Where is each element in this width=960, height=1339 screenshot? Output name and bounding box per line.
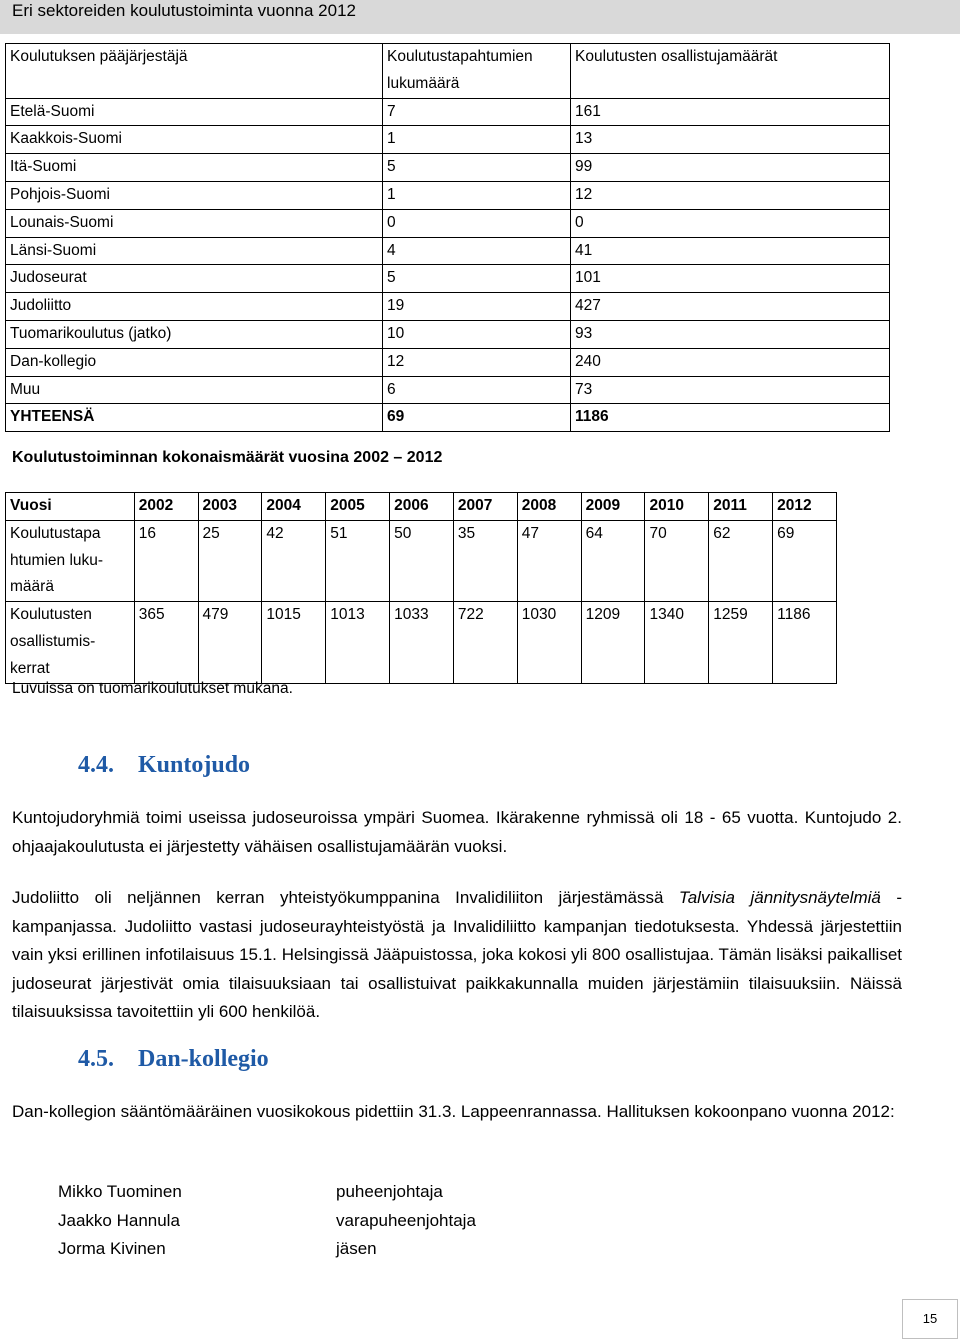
table-row <box>6 376 890 404</box>
participation-label: Koulutusten osallistumis- kerrat <box>6 602 135 683</box>
event-count-cell: 5 <box>383 265 571 293</box>
event-count-cell: 69 <box>773 520 837 601</box>
section-number: 4.5. <box>78 1046 114 1072</box>
table-row <box>6 293 890 321</box>
year-cell: 2004 <box>262 493 326 521</box>
year-cell: 2012 <box>773 493 837 521</box>
organizer-cell: Dan-kollegio <box>6 348 383 376</box>
organizer-cell: Etelä-Suomi <box>6 98 383 126</box>
event-count-cell: 35 <box>453 520 517 601</box>
year-cell: 2008 <box>517 493 581 521</box>
board-member-name: Jaakko Hannula <box>58 1210 180 1230</box>
event-count-cell: 19 <box>383 293 571 321</box>
participation-cell: 722 <box>453 602 517 683</box>
participation-cell: 1013 <box>326 602 390 683</box>
table-row <box>6 320 890 348</box>
organizer-cell: Kaakkois-Suomi <box>6 126 383 154</box>
year-cell: 2007 <box>453 493 517 521</box>
header-organizer: Koulutuksen pääjärjestäjä <box>6 44 383 99</box>
table-row <box>6 154 890 182</box>
year-cell: 2006 <box>390 493 454 521</box>
event-count-cell: 62 <box>709 520 773 601</box>
board-member-role: jäsen <box>336 1239 377 1259</box>
section-number: 4.4. <box>78 752 114 778</box>
table-row <box>6 126 890 154</box>
page-number: 15 <box>902 1299 958 1339</box>
sector-training-table <box>5 43 890 432</box>
totals-subtitle: Koulutustoiminnan kokonaismäärät vuosina 2002 – 2012 <box>12 449 443 466</box>
year-cell: 2009 <box>581 493 645 521</box>
organizer-cell: Pohjois-Suomi <box>6 181 383 209</box>
para2-text-a: Judoliitto oli neljännen kerran yhteistyökumppanina Invalidiliiton järjestämässä <box>12 888 679 907</box>
page-title: Eri sektoreiden koulutustoiminta vuonna 2012 <box>12 1 356 20</box>
board-member-name: Jorma Kivinen <box>58 1239 166 1259</box>
participants-cell: 0 <box>571 209 890 237</box>
event-count-cell: 4 <box>383 237 571 265</box>
event-count-cell: 12 <box>383 348 571 376</box>
participants-cell: 427 <box>571 293 890 321</box>
total-participants: 1186 <box>571 404 890 432</box>
board-member-role: puheenjohtaja <box>336 1182 443 1201</box>
event-count-cell: 70 <box>645 520 709 601</box>
participants-cell: 12 <box>571 181 890 209</box>
header-event-count: Koulutustapahtumien lukumäärä <box>383 44 571 99</box>
table-header-row <box>6 44 890 99</box>
participants-cell: 99 <box>571 154 890 182</box>
participation-cell: 1340 <box>645 602 709 683</box>
table-row <box>6 348 890 376</box>
event-count-label: Koulutustapa htumien luku- määrä <box>6 520 135 601</box>
event-count-cell: 50 <box>390 520 454 601</box>
participation-cell: 479 <box>198 602 262 683</box>
organizer-cell: Tuomarikoulutus (jatko) <box>6 320 383 348</box>
year-label: Vuosi <box>6 493 135 521</box>
year-cell: 2010 <box>645 493 709 521</box>
event-count-cell: 7 <box>383 98 571 126</box>
event-count-cell: 10 <box>383 320 571 348</box>
kuntojudo-paragraph-1: Kuntojudoryhmiä toimi useissa judoseuroissa ympäri Suomea. Ikärakenne ryhmissä oli 18 - 65 vuotta. Kuntojudo 2. ohjaajakoulutusta ei järjestetty vähäisen osallistujamäärän vuoksi. <box>12 808 902 856</box>
event-count-cell: 51 <box>326 520 390 601</box>
event-count-cell: 42 <box>262 520 326 601</box>
organizer-cell: Muu <box>6 376 383 404</box>
year-cell: 2003 <box>198 493 262 521</box>
table-row <box>6 209 890 237</box>
organizer-cell: Itä-Suomi <box>6 154 383 182</box>
event-count-cell: 25 <box>198 520 262 601</box>
table-row <box>6 98 890 126</box>
year-cell: 2005 <box>326 493 390 521</box>
participants-cell: 73 <box>571 376 890 404</box>
participants-cell: 13 <box>571 126 890 154</box>
para2-text-b: -kampanjassa. Judoliitto vastasi judoseurayhteistyöstä ja Invalidiliitto kampanjan tiedotuksesta. Yhdessä järjestettiin vain yksi erillinen infotilaisuus 15.1. Helsingissä Jääpuistossa, joka kokosi yli 800 osallistujaa. Tämän lisäksi paikalliset judoseurat järjestivät omia tilaisuuksiaan tai osallistuivat paikkakunnalla muiden järjestämiin tilaisuuksiin. Näissä tilaisuuksissa tavoitettiin yli 600 henkilöä. <box>12 888 903 1022</box>
section-heading-dan-kollegio <box>78 1046 269 1073</box>
table-row <box>6 237 890 265</box>
total-label: YHTEENSÄ <box>6 404 383 432</box>
campaign-name: Talvisia jännitysnäytelmiä <box>678 888 881 907</box>
participants-cell: 41 <box>571 237 890 265</box>
list-item <box>58 1178 476 1207</box>
event-count-cell: 16 <box>134 520 198 601</box>
organizer-cell: Länsi-Suomi <box>6 237 383 265</box>
participation-cell: 1015 <box>262 602 326 683</box>
year-header-row <box>6 493 837 521</box>
participation-cell: 1186 <box>773 602 837 683</box>
participation-cell: 1033 <box>390 602 454 683</box>
year-cell: 2002 <box>134 493 198 521</box>
participation-cell: 1209 <box>581 602 645 683</box>
event-count-row <box>6 520 837 601</box>
event-count-cell: 1 <box>383 126 571 154</box>
board-member-role: varapuheenjohtaja <box>336 1210 476 1230</box>
kuntojudo-paragraph-2 <box>12 884 902 1027</box>
yearly-totals-table <box>5 492 837 684</box>
table-row <box>6 265 890 293</box>
participants-cell: 240 <box>571 348 890 376</box>
section-heading-kuntojudo <box>78 752 250 779</box>
participants-cell: 101 <box>571 265 890 293</box>
table-row <box>6 181 890 209</box>
event-count-cell: 0 <box>383 209 571 237</box>
event-count-cell: 5 <box>383 154 571 182</box>
event-count-cell: 47 <box>517 520 581 601</box>
header-participants: Koulutusten osallistujamäärät <box>571 44 890 99</box>
board-members-list <box>58 1178 476 1264</box>
section-title: Dan-kollegio <box>138 1046 269 1072</box>
organizer-cell: Lounais-Suomi <box>6 209 383 237</box>
participation-cell: 1259 <box>709 602 773 683</box>
participation-cell: 365 <box>134 602 198 683</box>
participation-row <box>6 602 837 683</box>
participation-cell: 1030 <box>517 602 581 683</box>
event-count-cell: 64 <box>581 520 645 601</box>
organizer-cell: Judoseurat <box>6 265 383 293</box>
section-title: Kuntojudo <box>138 752 251 778</box>
total-row <box>6 404 890 432</box>
table-note: Luvuissa on tuomarikoulutukset mukana. <box>12 680 293 697</box>
dan-kollegio-paragraph: Dan-kollegion sääntömääräinen vuosikokous pidettiin 31.3. Lappeenrannassa. Hallituksen kokoonpano vuonna 2012: <box>12 1102 895 1121</box>
participants-cell: 161 <box>571 98 890 126</box>
list-item <box>58 1235 476 1264</box>
list-item <box>58 1207 476 1236</box>
event-count-cell: 6 <box>383 376 571 404</box>
event-count-cell: 1 <box>383 181 571 209</box>
page-title-bar <box>0 0 960 34</box>
year-cell: 2011 <box>709 493 773 521</box>
organizer-cell: Judoliitto <box>6 293 383 321</box>
participants-cell: 93 <box>571 320 890 348</box>
board-member-name: Mikko Tuominen <box>58 1182 182 1201</box>
total-events: 69 <box>383 404 571 432</box>
